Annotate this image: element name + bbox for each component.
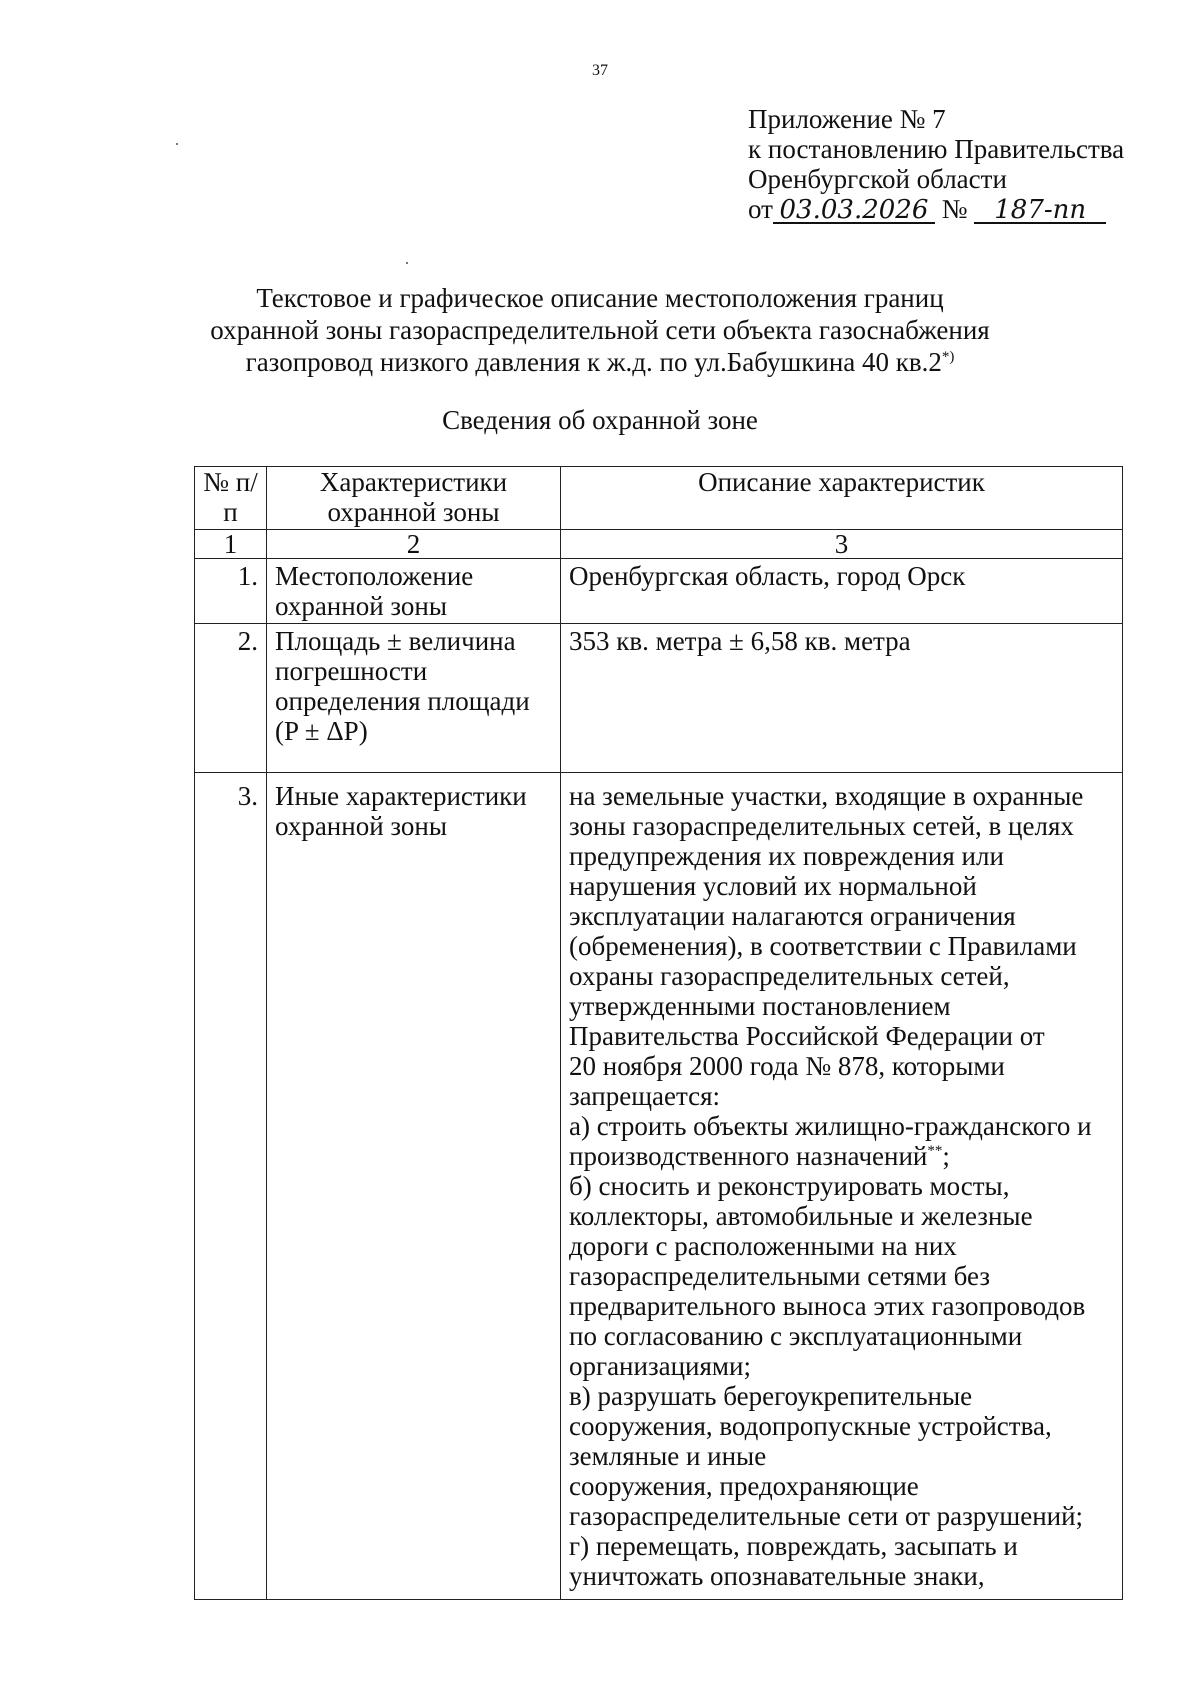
protection-zone-table <box>194 466 1123 1600</box>
text-line: 20 ноября 2000 года № 878, которыми <box>569 1051 1005 1081</box>
text-line: охраны газораспределительных сетей, <box>569 961 1010 991</box>
title-line-2: охранной зоны газораспределительной сети объекта газоснабжения <box>210 315 990 345</box>
appendix-line-4 <box>748 194 1124 224</box>
column-number: 1 <box>195 530 267 559</box>
page-number: 37 <box>592 62 608 79</box>
text-line: г) перемещать, повреждать, засыпать и <box>569 1531 1018 1561</box>
document-title <box>0 282 1200 378</box>
row-description <box>561 559 1123 624</box>
text-line: коллекторы, автомобильные и железные <box>569 1201 1033 1231</box>
text-line: охранной зоны <box>275 811 448 841</box>
appendix-line-1: Приложение № 7 <box>748 104 946 134</box>
text-line: предварительного выноса этих газопроводов <box>569 1291 1086 1321</box>
text-line: нарушения условий их нормальной <box>569 871 977 901</box>
text-line: погрешности <box>275 656 428 686</box>
header-characteristic: Характеристики охранной зоны <box>267 467 561 530</box>
text-fragment: ; <box>942 1141 950 1171</box>
text-line: Иные характеристики <box>275 781 527 811</box>
text-line: Правительства Российской Федерации от <box>569 1021 1045 1051</box>
text-line: газораспределительные сети от разрушений; <box>569 1501 1084 1531</box>
number-label: № <box>941 194 968 224</box>
appendix-line-2: к постановлению Правительства <box>748 134 1125 164</box>
text-line: газораспределительными сетями без <box>569 1261 991 1291</box>
appendix-line-3: Оренбургской области <box>748 164 1007 194</box>
text-line: охранной зоны <box>275 591 448 621</box>
text-line: а) строить объекты жилищно-гражданского и <box>569 1111 1092 1141</box>
footnote-mark: ** <box>927 1143 943 1159</box>
table-row <box>195 624 1123 773</box>
from-label: от <box>748 194 773 224</box>
text-line: (обременения), в соответствии с Правилами <box>569 931 1077 961</box>
text-line: Оренбургская область, город Орск <box>569 561 966 591</box>
text-line <box>569 1141 1114 1171</box>
row-description <box>561 624 1123 773</box>
text-line: на земельные участки, входящие в охранные <box>569 781 1084 811</box>
text-line: Местоположение <box>275 561 474 591</box>
title-line-3 <box>0 346 1200 378</box>
text-line: по согласованию с эксплуатационными <box>569 1321 1023 1351</box>
header-number: № п/п <box>195 467 267 530</box>
scan-speck <box>176 143 178 145</box>
text-line: (P ± ΔP) <box>275 716 368 746</box>
column-number: 3 <box>561 530 1123 559</box>
table-row <box>195 773 1123 1600</box>
handwritten-date: 03.03.2026 <box>773 198 935 224</box>
title-footnote-mark: *) <box>941 349 955 365</box>
row-number: 2. <box>195 624 267 773</box>
handwritten-number: 187-пп <box>974 198 1106 224</box>
row-characteristic <box>267 559 561 624</box>
table-row <box>195 559 1123 624</box>
section-heading: Сведения об охранной зоне <box>442 405 758 435</box>
title-line-3-text: газопровод низкого давления к ж.д. по ул.Бабушкина 40 кв.2 <box>245 347 942 377</box>
scan-speck <box>406 262 408 264</box>
text-fragment: производственного назначений <box>569 1141 928 1171</box>
text-line: сооружения, предохраняющие <box>569 1471 919 1501</box>
header-description: Описание характеристик <box>561 467 1123 530</box>
row-number: 1. <box>195 559 267 624</box>
title-line-1: Текстовое и графическое описание местоположения границ <box>256 283 944 313</box>
text-line: зоны газораспределительных сетей, в целях <box>569 811 1074 841</box>
text-line: земляные и иные <box>569 1441 767 1471</box>
text-line: в) разрушать берегоукрепительные <box>569 1381 973 1411</box>
text-line: 353 кв. метра ± 6,58 кв. метра <box>569 626 911 656</box>
row-number: 3. <box>195 773 267 1600</box>
text-line: б) сносить и реконструировать мосты, <box>569 1171 1010 1201</box>
text-line: сооружения, водопропускные устройства, <box>569 1411 1052 1441</box>
text-line: определения площади <box>275 686 530 716</box>
row-description <box>561 773 1123 1600</box>
table-header-row <box>195 467 1123 530</box>
column-number: 2 <box>267 530 561 559</box>
row-characteristic <box>267 624 561 773</box>
text-line: утвержденными постановлением <box>569 991 951 1021</box>
row-characteristic <box>267 773 561 1600</box>
description-text-block <box>569 781 1114 1599</box>
appendix-header <box>748 104 1124 224</box>
text-line: дороги с расположенными на них <box>569 1231 957 1261</box>
column-numbers-row <box>195 530 1123 559</box>
text-line: предупреждения их повреждения или <box>569 841 1004 871</box>
text-line: эксплуатации налагаются ограничения <box>569 901 1016 931</box>
text-line: запрещается: <box>569 1081 721 1111</box>
text-line: организациями; <box>569 1351 751 1381</box>
text-line: уничтожать опознавательные знаки, <box>569 1561 985 1591</box>
text-line: Площадь ± величина <box>275 626 516 656</box>
